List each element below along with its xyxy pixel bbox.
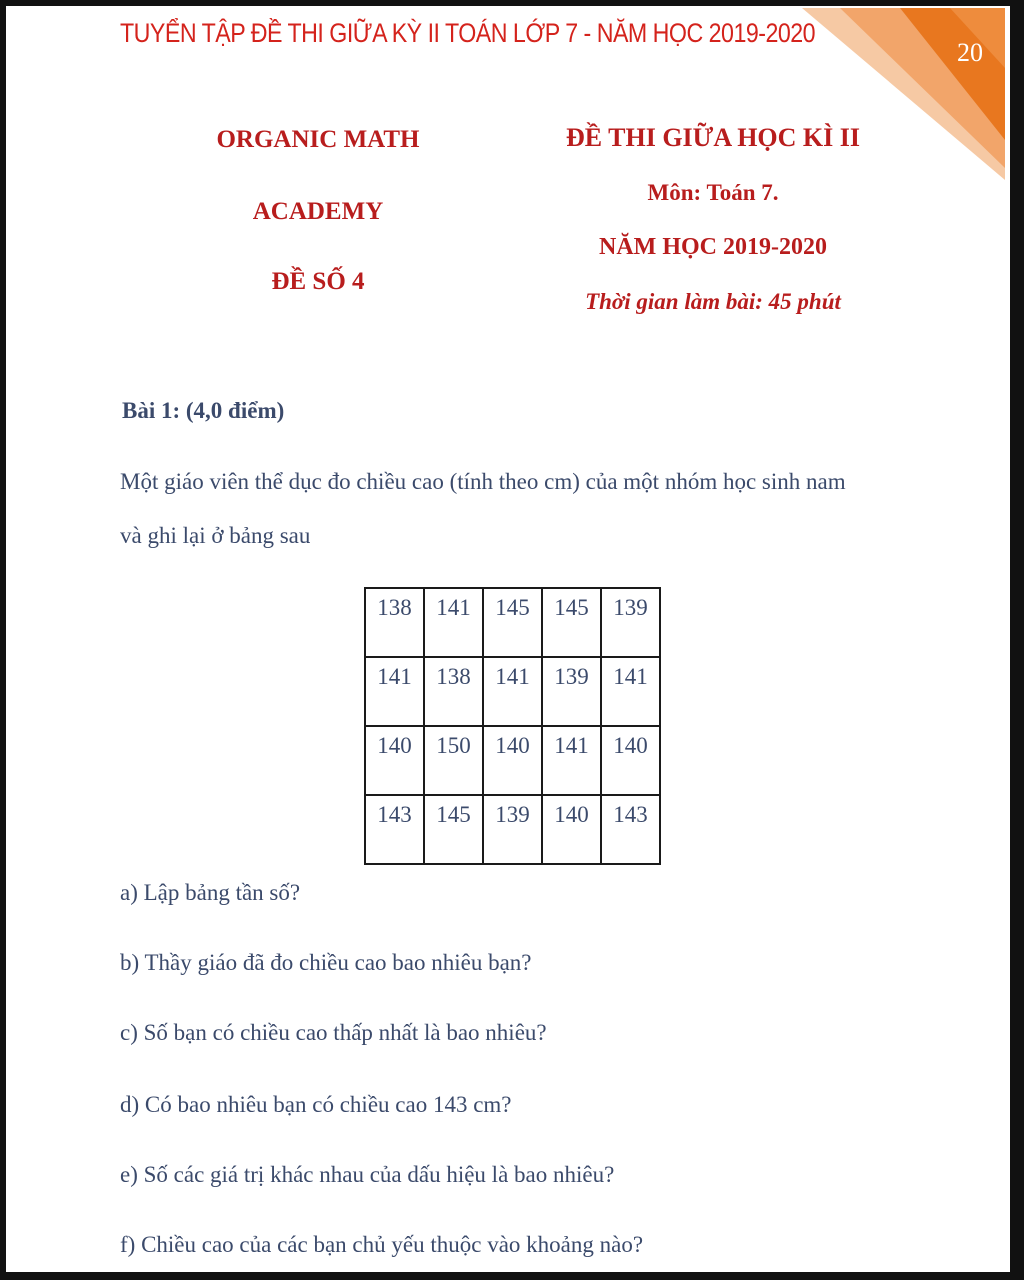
- table-cell: 143: [365, 795, 424, 864]
- table-cell: 139: [601, 588, 660, 657]
- table-cell: 145: [542, 588, 601, 657]
- table-cell: 140: [365, 726, 424, 795]
- exam-duration: Thời gian làm bài: 45 phút: [585, 289, 841, 314]
- table-cell: 140: [542, 795, 601, 864]
- image-border-right: [1010, 0, 1024, 1280]
- exam-code: ĐỀ SỐ 4: [271, 268, 365, 295]
- question-b: b) Thầy giáo đã đo chiều cao bao nhiêu bạn?: [120, 950, 532, 975]
- table-cell: 140: [601, 726, 660, 795]
- table-cell: 141: [483, 657, 542, 726]
- image-border-top: [0, 0, 1024, 6]
- school-name-line2: ACADEMY: [252, 198, 384, 225]
- table-row: [365, 588, 660, 657]
- problem-intro-line1: Một giáo viên thể dục đo chiều cao (tính theo cm) của một nhóm học sinh nam: [120, 469, 846, 494]
- table-cell: 150: [424, 726, 483, 795]
- table-cell: 140: [483, 726, 542, 795]
- table-cell: 143: [601, 795, 660, 864]
- problem-title: Bài 1: (4,0 điểm): [122, 398, 285, 423]
- question-e: e) Số các giá trị khác nhau của dấu hiệu là bao nhiêu?: [120, 1162, 615, 1187]
- table-cell: 138: [365, 588, 424, 657]
- school-name-line1: ORGANIC MATH: [216, 126, 420, 153]
- table-cell: 141: [542, 726, 601, 795]
- question-f: f) Chiều cao của các bạn chủ yếu thuộc vào khoảng nào?: [120, 1232, 644, 1257]
- exam-subject: Môn: Toán 7.: [647, 180, 779, 205]
- table-cell: 141: [601, 657, 660, 726]
- table-cell: 145: [483, 588, 542, 657]
- image-border-left: [0, 0, 6, 1280]
- page-number: 20: [957, 38, 983, 67]
- table-cell: 138: [424, 657, 483, 726]
- corner-decoration: [800, 8, 1010, 183]
- table-cell: 139: [542, 657, 601, 726]
- exam-school-year: NĂM HỌC 2019-2020: [599, 234, 827, 260]
- table-cell: 141: [424, 588, 483, 657]
- table-cell: 145: [424, 795, 483, 864]
- exam-title: ĐỀ THI GIỮA HỌC KÌ II: [565, 123, 860, 152]
- running-header: TUYỂN TẬP ĐỀ THI GIỮA KỲ II TOÁN LỚP 7 - NĂM HỌC 2019-2020: [120, 18, 816, 48]
- problem-intro-line2: và ghi lại ở bảng sau: [120, 523, 311, 548]
- image-border-bottom: [0, 1272, 1024, 1280]
- table-cell: 139: [483, 795, 542, 864]
- table-row: [365, 726, 660, 795]
- table-row: [365, 657, 660, 726]
- question-d: d) Có bao nhiêu bạn có chiều cao 143 cm?: [120, 1092, 512, 1117]
- heights-table: [364, 587, 661, 865]
- question-a: a) Lập bảng tần số?: [120, 880, 301, 905]
- question-c: c) Số bạn có chiều cao thấp nhất là bao nhiêu?: [120, 1020, 547, 1045]
- table-cell: 141: [365, 657, 424, 726]
- table-row: [365, 795, 660, 864]
